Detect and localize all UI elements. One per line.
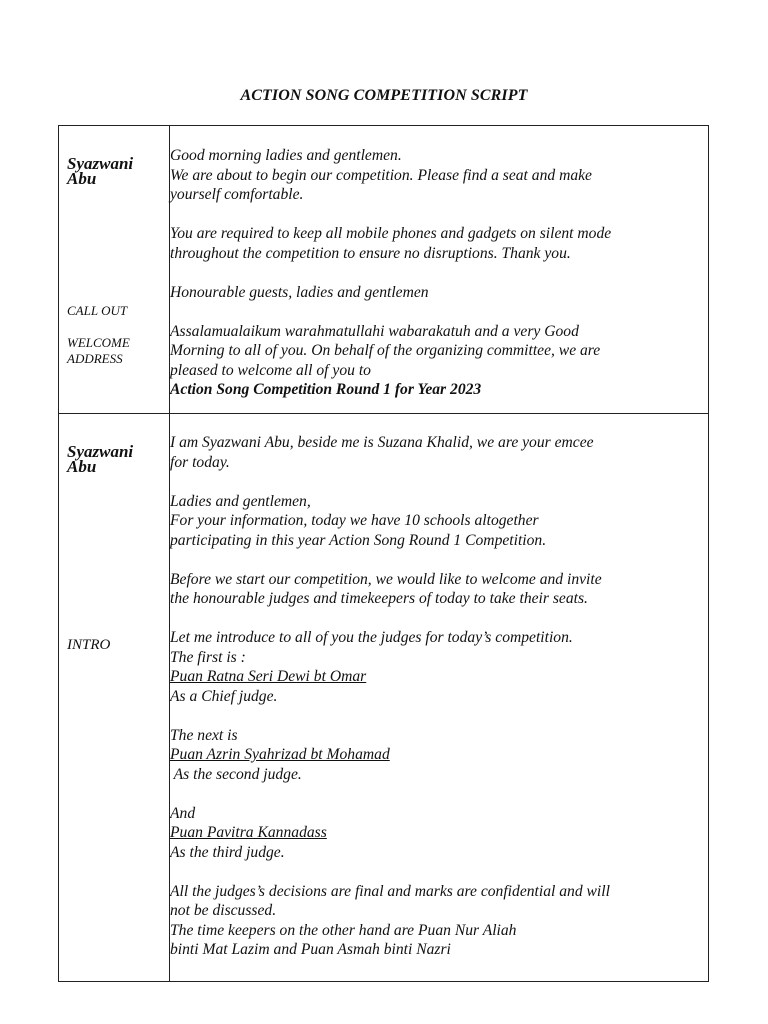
script-line: Good morning ladies and gentlemen. (170, 147, 402, 164)
script-line: As the third judge. (170, 843, 285, 861)
script-line: participating in this year Action Song Round 1 Competition. (170, 531, 547, 549)
script-line: pleased to welcome all of you to (170, 361, 371, 379)
script-line: We are about to begin our competition. Please find a seat and make (170, 166, 592, 184)
script-line: binti Mat Lazim and Puan Asmah binti Nazri (170, 941, 451, 958)
script-line: And (170, 804, 196, 822)
script-line: As a Chief judge. (170, 687, 278, 705)
segment-tag-call-out: CALL OUT (67, 303, 128, 318)
judge-name: Puan Ratna Seri Dewi bt Omar (170, 668, 367, 685)
segment-tag-welcome-address (67, 335, 130, 367)
script-line: Assalamualaikum warahmatullahi wabarakatuh and a very Good (170, 322, 579, 340)
segment-tag-line: WELCOME (67, 335, 130, 350)
judge-name: Puan Azrin Syahrizad bt Mohamad (170, 746, 390, 763)
event-name-line: Action Song Competition Round 1 for Year 2023 (170, 381, 482, 398)
table-row (59, 126, 709, 414)
speaker-first-name: Syazwani (67, 154, 134, 173)
speaker-name (67, 444, 162, 474)
script-line: You are required to keep all mobile phones and gadgets on silent mode (170, 225, 612, 242)
script-line: All the judges’s decisions are final and marks are confidential and will (170, 882, 610, 900)
script-line: Morning to all of you. On behalf of the organizing committee, we are (170, 342, 601, 359)
speaker-name (67, 156, 162, 186)
script-line: Ladies and gentlemen, (170, 492, 311, 510)
script-line: not be discussed. (170, 902, 277, 919)
script-line: The time keepers on the other hand are Puan Nur Aliah (170, 921, 517, 939)
script-line: Honourable guests, ladies and gentlemen (170, 283, 429, 301)
speaker-first-name: Syazwani (67, 442, 134, 461)
speaker-last-name: Abu (67, 457, 97, 476)
speaker-cell (59, 414, 170, 982)
script-line: throughout the competition to ensure no disruptions. Thank you. (170, 244, 571, 262)
script-line: yourself comfortable. (170, 186, 304, 203)
segment-tag-intro: INTRO (67, 637, 111, 653)
judge-name: Puan Pavitra Kannadass (170, 824, 327, 841)
page-title: ACTION SONG COMPETITION SCRIPT (240, 87, 528, 104)
script-table (58, 125, 709, 982)
script-cell (170, 414, 709, 982)
script-line: I am Syazwani Abu, beside me is Suzana Khalid, we are your emcee (170, 434, 594, 451)
script-line: For your information, today we have 10 schools altogether (170, 512, 539, 529)
script-line: for today. (170, 453, 230, 471)
script-line: As the second judge. (170, 765, 302, 783)
speaker-cell (59, 126, 170, 414)
script-line: Before we start our competition, we would like to welcome and invite (170, 570, 602, 588)
script-line: The first is : (170, 648, 246, 666)
script-text (170, 414, 708, 960)
script-line: Let me introduce to all of you the judges for today’s competition. (170, 629, 573, 646)
script-text (170, 126, 708, 400)
table-row (59, 414, 709, 982)
script-line: the honourable judges and timekeepers of today to take their seats. (170, 590, 588, 607)
script-cell (170, 126, 709, 414)
script-line: The next is (170, 726, 238, 744)
speaker-last-name: Abu (67, 169, 97, 188)
segment-tag-line: ADDRESS (67, 351, 123, 366)
